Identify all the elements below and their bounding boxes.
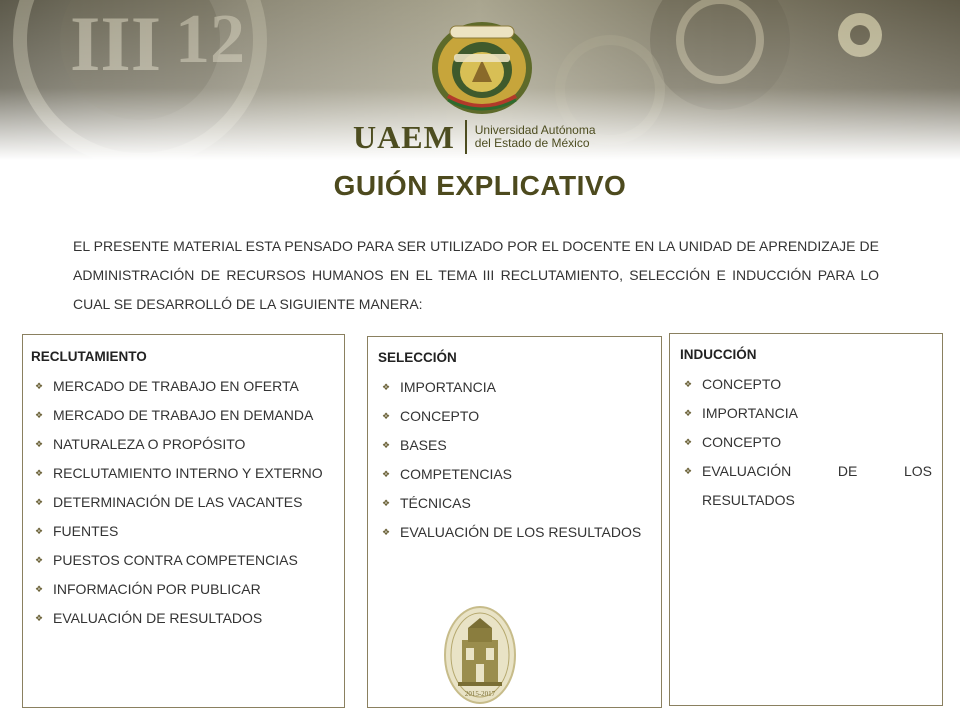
item-text: INFORMACIÓN POR PUBLICAR [53, 581, 261, 597]
diamond-bullet-icon: ❖ [684, 408, 693, 418]
diamond-bullet-icon: ❖ [382, 382, 391, 392]
list-item [378, 373, 651, 402]
logo-line-2: del Estado de México [474, 136, 590, 150]
logo-subtitle [475, 124, 596, 150]
item-text: CONCEPTO [400, 408, 480, 424]
diamond-bullet-icon: ❖ [684, 466, 693, 476]
logo-separator [465, 120, 467, 154]
topic-list [680, 370, 932, 515]
list-item [680, 370, 932, 399]
diamond-bullet-icon: ❖ [684, 437, 693, 447]
item-text: EVALUACIÓN DE LOS RESULTADOS [702, 463, 932, 508]
emblem-years: 2015-2017 [464, 690, 496, 698]
box-heading: SELECCIÓN [378, 350, 457, 365]
building-emblem-icon [444, 606, 516, 704]
item-text: BASES [400, 437, 447, 453]
uaem-logo [353, 118, 596, 156]
diamond-bullet-icon: ❖ [35, 526, 44, 536]
list-item [378, 460, 651, 489]
diamond-bullet-icon: ❖ [35, 584, 44, 594]
item-text: MERCADO DE TRABAJO EN DEMANDA [53, 407, 314, 423]
item-text: FUENTES [53, 523, 119, 539]
diamond-bullet-icon: ❖ [35, 468, 44, 478]
item-text: EVALUACIÓN DE LOS RESULTADOS [400, 524, 642, 540]
diamond-bullet-icon: ❖ [35, 497, 44, 507]
intro-paragraph: EL PRESENTE MATERIAL ESTA PENSADO PARA SER UTILIZADO POR EL DOCENTE EN LA UNIDAD DE APRENDIZAJE DE ADMINISTRACIÓN DE RECURSOS HUMANOS EN EL TEMA III RECLUTAMIENTO, SELECCIÓN E INDUCCIÓN PARA LO CUAL SE DESARROLLÓ DE LA SIGUIENTE MANERA: [73, 238, 879, 312]
diamond-bullet-icon: ❖ [35, 613, 44, 623]
item-text: IMPORTANCIA [702, 405, 798, 421]
diamond-bullet-icon: ❖ [684, 379, 693, 389]
diamond-bullet-icon: ❖ [35, 381, 44, 391]
item-text: TÉCNICAS [400, 495, 471, 511]
list-item [680, 399, 932, 428]
diamond-bullet-icon: ❖ [35, 439, 44, 449]
item-text: MERCADO DE TRABAJO EN OFERTA [53, 378, 299, 394]
topic-list [378, 373, 651, 547]
list-item [31, 372, 334, 401]
diamond-bullet-icon: ❖ [382, 498, 391, 508]
uaem-seal-icon [428, 16, 536, 116]
logo-line-1: Universidad Autónoma [474, 123, 596, 137]
list-item [378, 402, 651, 431]
item-text: PUESTOS CONTRA COMPETENCIAS [53, 552, 298, 568]
seleccion-box [367, 336, 662, 708]
topic-list [31, 372, 334, 633]
diamond-bullet-icon: ❖ [382, 469, 391, 479]
reclutamiento-box [22, 334, 345, 708]
list-item [31, 517, 334, 546]
list-item [680, 457, 932, 515]
list-item [31, 488, 334, 517]
header-banner [0, 0, 960, 160]
list-item [378, 489, 651, 518]
list-item [680, 428, 932, 457]
box-heading: INDUCCIÓN [680, 347, 757, 362]
item-text: RECLUTAMIENTO INTERNO Y EXTERNO [53, 465, 323, 481]
list-item [378, 518, 651, 547]
item-text: IMPORTANCIA [400, 379, 496, 395]
item-text: EVALUACIÓN DE RESULTADOS [53, 610, 263, 626]
item-text: CONCEPTO [702, 434, 782, 450]
logo-word: UAEM [353, 118, 455, 155]
list-item [31, 401, 334, 430]
list-item [31, 575, 334, 604]
diamond-bullet-icon: ❖ [382, 527, 391, 537]
list-item [31, 604, 334, 633]
induccion-box [669, 333, 943, 706]
diamond-bullet-icon: ❖ [35, 555, 44, 565]
list-item [31, 459, 334, 488]
page-title: GUIÓN EXPLICATIVO [333, 170, 627, 201]
diamond-bullet-icon: ❖ [382, 440, 391, 450]
list-item [31, 430, 334, 459]
box-heading: RECLUTAMIENTO [31, 349, 147, 364]
list-item [378, 431, 651, 460]
item-text: DETERMINACIÓN DE LAS VACANTES [53, 494, 303, 510]
diamond-bullet-icon: ❖ [35, 410, 44, 420]
list-item [31, 546, 334, 575]
item-text: COMPETENCIAS [400, 466, 513, 482]
item-text: CONCEPTO [702, 376, 782, 392]
item-text: NATURALEZA O PROPÓSITO [53, 436, 246, 452]
diamond-bullet-icon: ❖ [382, 411, 391, 421]
